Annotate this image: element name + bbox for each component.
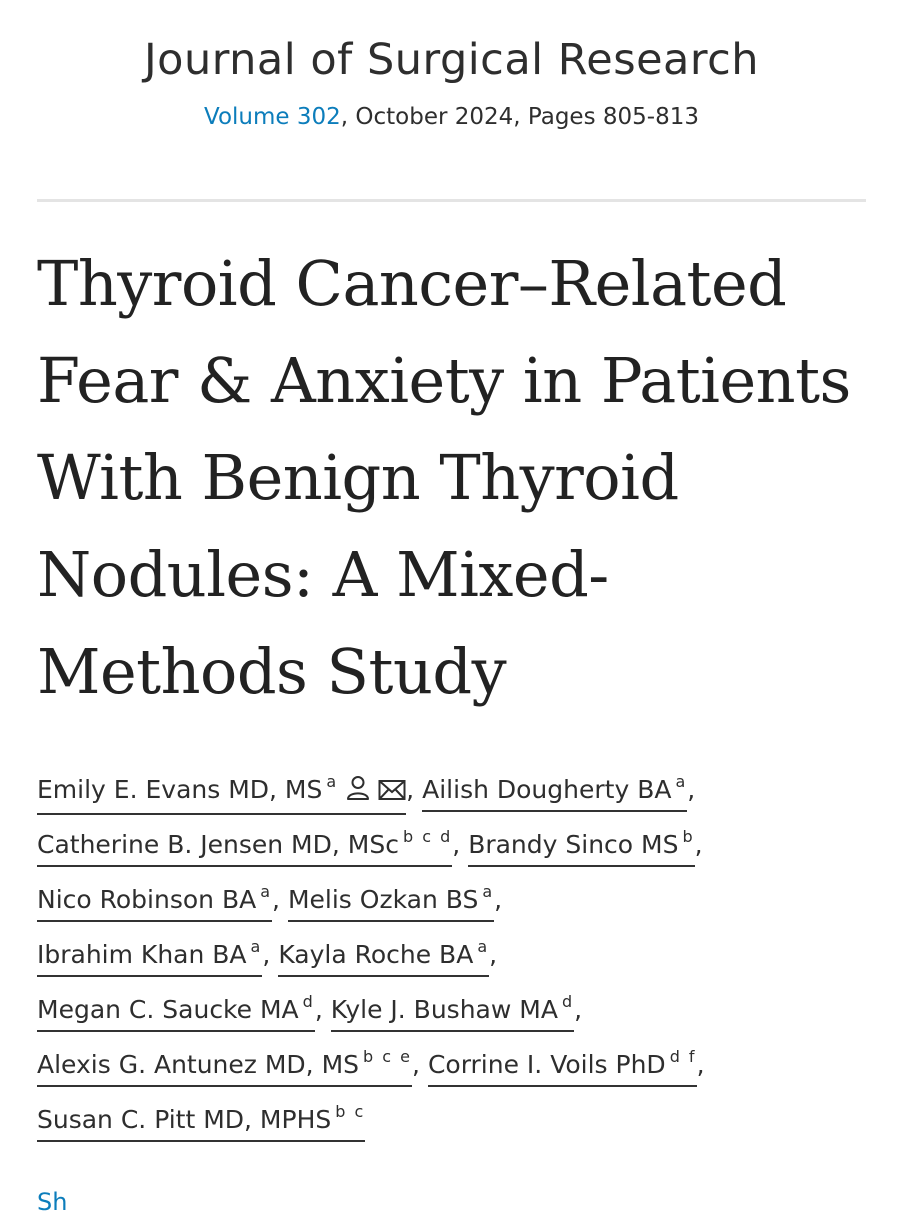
- author-link[interactable]: [468, 820, 694, 867]
- author-separator: ,: [696, 1050, 705, 1079]
- affiliation-marker: a: [250, 937, 263, 956]
- author-separator: ,: [687, 775, 696, 804]
- header-divider: [37, 199, 866, 202]
- author-line: [37, 820, 877, 875]
- envelope-icon[interactable]: [378, 776, 406, 810]
- author-separator: ,: [494, 885, 503, 914]
- author-name: Susan C. Pitt MD, MPHS: [37, 1105, 332, 1134]
- author-link[interactable]: [278, 930, 489, 977]
- author-line: [37, 765, 877, 820]
- author-separator: ,: [262, 940, 271, 969]
- author-line: [37, 875, 877, 930]
- affiliation-marker: d: [561, 992, 575, 1011]
- journal-header: [0, 0, 903, 132]
- affiliation-marker: b c: [335, 1102, 366, 1121]
- author-name: Ibrahim Khan BA: [37, 940, 247, 969]
- affiliation-marker: b c d: [402, 827, 453, 846]
- affiliation-marker: b: [682, 827, 695, 846]
- author-line: [37, 930, 877, 985]
- author-link[interactable]: [428, 1040, 697, 1087]
- author-link[interactable]: [37, 1095, 365, 1142]
- issue-details: , October 2024, Pages 805-813: [340, 104, 699, 130]
- author-name: Megan C. Saucke MA: [37, 995, 299, 1024]
- author-link[interactable]: [331, 985, 574, 1032]
- author-name: Catherine B. Jensen MD, MSc: [37, 830, 399, 859]
- author-separator: ,: [406, 775, 415, 804]
- author-separator: ,: [272, 885, 280, 914]
- author-separator: ,: [574, 995, 583, 1024]
- person-icon[interactable]: [346, 775, 370, 810]
- author-link[interactable]: [288, 875, 494, 922]
- affiliation-marker: d f: [669, 1047, 697, 1066]
- author-link[interactable]: [37, 1040, 412, 1087]
- author-separator: ,: [452, 830, 461, 859]
- affiliation-marker: a: [675, 772, 688, 791]
- author-link[interactable]: [37, 985, 315, 1032]
- author-link[interactable]: [37, 820, 452, 867]
- affiliation-marker: b c e: [363, 1047, 412, 1066]
- author-line: [37, 1095, 877, 1150]
- author-link[interactable]: [37, 875, 272, 922]
- author-line: [37, 1040, 877, 1095]
- author-name: Melis Ozkan BS: [287, 885, 479, 914]
- author-link[interactable]: [422, 765, 687, 812]
- author-name: Emily E. Evans MD, MS: [37, 775, 323, 804]
- author-name: Alexis G. Antunez MD, MS: [37, 1050, 360, 1079]
- author-separator: ,: [411, 1050, 420, 1079]
- author-name: Ailish Dougherty BA: [422, 775, 672, 804]
- author-separator: ,: [314, 995, 323, 1024]
- journal-title[interactable]: Journal of Surgical Research: [143, 35, 760, 85]
- author-link[interactable]: [37, 765, 406, 815]
- affiliation-marker: a: [326, 772, 339, 791]
- volume-link[interactable]: Volume 302: [204, 104, 341, 130]
- author-name: Kyle J. Bushaw MA: [330, 995, 558, 1024]
- cut-off-link[interactable]: Sh: [37, 1188, 68, 1216]
- affiliation-marker: d: [302, 992, 315, 1011]
- author-separator: ,: [694, 830, 703, 859]
- affiliation-marker: a: [477, 937, 490, 956]
- author-name: Nico Robinson BA: [37, 885, 257, 914]
- author-name: Kayla Roche BA: [278, 940, 474, 969]
- article-title: Thyroid Cancer–Related Fear & Anxiety in Patients With Benign Thyroid Nodules: A Mixed-Methods Study: [37, 247, 851, 708]
- author-name: Brandy Sinco MS: [468, 830, 679, 859]
- affiliation-marker: a: [260, 882, 273, 901]
- issue-line: [0, 102, 903, 132]
- author-line: [37, 985, 877, 1040]
- affiliation-marker: a: [482, 882, 495, 901]
- author-name: Corrine I. Voils PhD: [427, 1050, 666, 1079]
- author-list: [37, 765, 877, 1150]
- author-link[interactable]: [37, 930, 262, 977]
- author-separator: ,: [489, 940, 498, 969]
